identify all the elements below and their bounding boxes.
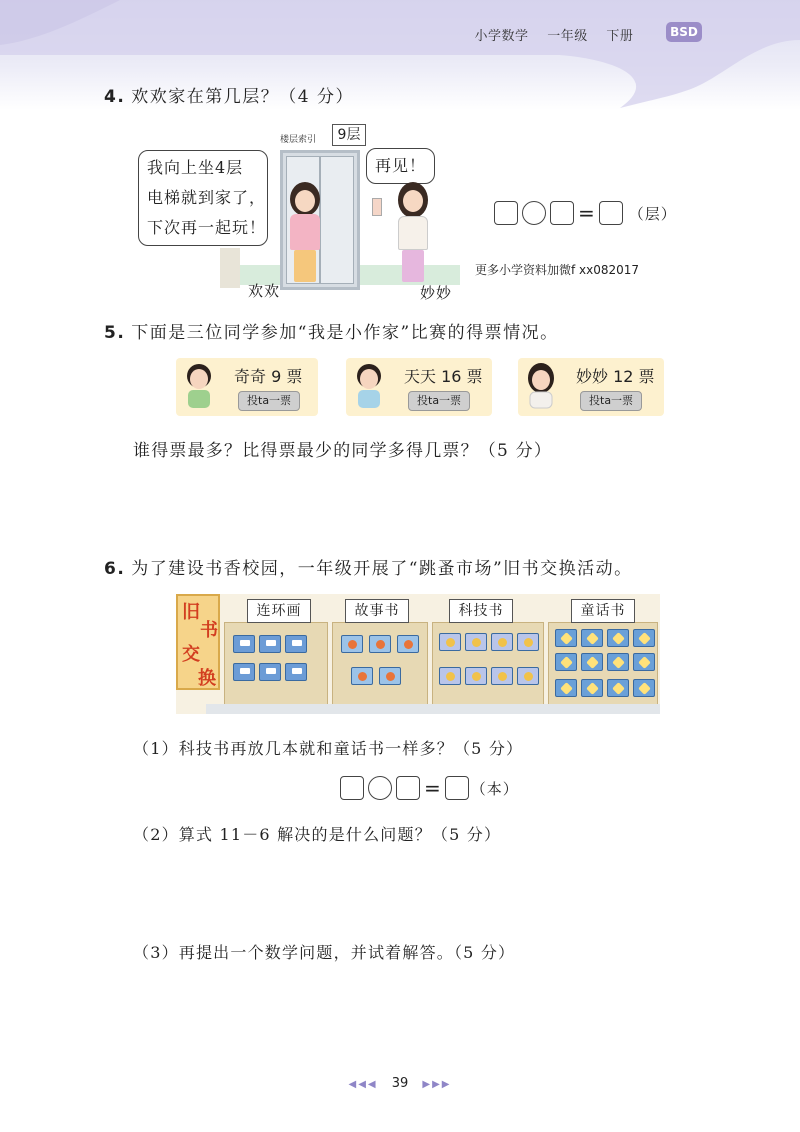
edition-badge: BSD [666, 22, 702, 42]
table-stories [332, 603, 428, 706]
page-number: 39 [391, 1076, 409, 1091]
question-6-part-3: （3）再提出一个数学问题，并试着解答。（5 分） [133, 943, 516, 962]
vote-card-qiqi [176, 358, 318, 416]
answer-box[interactable] [396, 776, 420, 800]
book-icon [633, 653, 655, 671]
book-icon [285, 663, 307, 681]
book-icon [351, 667, 373, 685]
sign-char: 交 [182, 644, 200, 665]
bubble-line: 我向上坐4层 [147, 158, 244, 177]
sign-char: 换 [198, 668, 216, 689]
market-floor [206, 704, 660, 714]
floor-index-label: 楼层索引 [280, 135, 317, 145]
book-icon [285, 635, 307, 653]
book-icon [633, 679, 655, 697]
huanhuan-figure [280, 182, 330, 292]
question-number: 5. [104, 323, 126, 343]
book-icon [517, 633, 539, 651]
book-icon [259, 635, 281, 653]
prev-arrows-icon: ◀◀◀ [348, 1079, 378, 1090]
book-icon [555, 679, 577, 697]
operator-circle[interactable] [368, 776, 392, 800]
vote-name: 天天 16 票 [404, 367, 483, 386]
bubble-line: 电梯就到家了， [147, 188, 267, 207]
answer-box[interactable] [550, 201, 574, 225]
vote-name: 奇奇 9 票 [234, 367, 303, 386]
book-icon [397, 635, 419, 653]
question-text: 欢欢家在第几层？（4 分） [131, 87, 355, 107]
question-6-part-2: （2）算式 11－6 解决的是什么问题？（5 分） [133, 825, 502, 844]
name-miaomiao: 妙妙 [420, 284, 453, 302]
elevator-call-button [372, 198, 382, 216]
header-title [461, 25, 692, 44]
header-grade: 一年级 [547, 29, 588, 44]
book-icon [517, 667, 539, 685]
sign-char: 旧 [182, 602, 200, 623]
book-icon [581, 629, 603, 647]
wall-segment [220, 248, 240, 288]
book-icon [607, 629, 629, 647]
floor-sign: 9层 [332, 124, 366, 146]
vote-button[interactable]: 投ta一票 [580, 391, 642, 411]
question-4 [104, 82, 354, 107]
operator-circle[interactable] [522, 201, 546, 225]
question-number: 4. [104, 87, 126, 107]
table-comics [224, 603, 328, 706]
speech-bubble-huanhuan [138, 150, 268, 246]
book-icon [607, 653, 629, 671]
page-footer [0, 1076, 800, 1091]
result-box[interactable] [445, 776, 469, 800]
elevator-illustration [130, 120, 460, 300]
question-text: 下面是三位同学参加“我是小作家”比赛的得票情况。 [131, 323, 559, 343]
book-icon [581, 653, 603, 671]
vote-button[interactable]: 投ta一票 [408, 391, 470, 411]
boy-avatar-icon [182, 362, 216, 410]
book-icon [633, 629, 655, 647]
speech-bubble-miaomiao: 再见！ [366, 148, 435, 184]
sign-char: 书 [200, 620, 218, 641]
book-icon [369, 635, 391, 653]
book-icon [555, 653, 577, 671]
bubble-line: 下次再一起玩！ [147, 218, 267, 237]
book-icon [491, 667, 513, 685]
book-icon [491, 633, 513, 651]
result-box[interactable] [599, 201, 623, 225]
book-icon [581, 679, 603, 697]
answer-row-q4 [494, 201, 677, 225]
table-label: 连环画 [247, 599, 311, 623]
table-fairy-tales [548, 603, 658, 706]
table-label: 童话书 [571, 599, 635, 623]
table-science [432, 603, 544, 706]
table-label: 故事书 [345, 599, 409, 623]
girl-avatar-icon [524, 362, 558, 410]
boy-avatar-icon [352, 362, 386, 410]
question-number: 6. [104, 559, 126, 579]
vote-name: 妙妙 12 票 [576, 367, 655, 386]
answer-row-q6-1 [340, 776, 519, 800]
book-icon [259, 663, 281, 681]
vote-card-tiantian [346, 358, 492, 416]
question-6 [104, 554, 633, 579]
watermark-text: 更多小学资料加微f xx082017 [475, 263, 640, 277]
book-icon [233, 663, 255, 681]
book-icon [439, 633, 461, 651]
answer-box[interactable] [494, 201, 518, 225]
market-sign [176, 594, 220, 690]
unit-label: （本） [470, 779, 519, 798]
book-icon [439, 667, 461, 685]
table-label: 科技书 [449, 599, 513, 623]
unit-label: （层） [628, 204, 677, 223]
book-market-illustration [176, 594, 660, 714]
answer-box[interactable] [340, 776, 364, 800]
question-5 [104, 318, 559, 343]
equals-sign: = [578, 201, 595, 225]
book-icon [465, 633, 487, 651]
book-icon [233, 635, 255, 653]
name-huanhuan: 欢欢 [248, 282, 281, 300]
header-volume: 下册 [606, 29, 634, 44]
equals-sign: = [424, 776, 441, 800]
miaomiao-figure [388, 182, 438, 292]
vote-button[interactable]: 投ta一票 [238, 391, 300, 411]
book-icon [607, 679, 629, 697]
next-arrows-icon: ▶▶▶ [422, 1079, 452, 1090]
question-6-part-1: （1）科技书再放几本就和童话书一样多？（5 分） [133, 739, 524, 758]
book-icon [379, 667, 401, 685]
question-5-prompt: 谁得票最多？比得票最少的同学多得几票？（5 分） [133, 441, 553, 461]
book-icon [465, 667, 487, 685]
book-icon [341, 635, 363, 653]
header-subject: 小学数学 [474, 29, 529, 44]
question-text: 为了建设书香校园，一年级开展了“跳蚤市场”旧书交换活动。 [131, 559, 633, 579]
vote-card-miaomiao [518, 358, 664, 416]
book-icon [555, 629, 577, 647]
